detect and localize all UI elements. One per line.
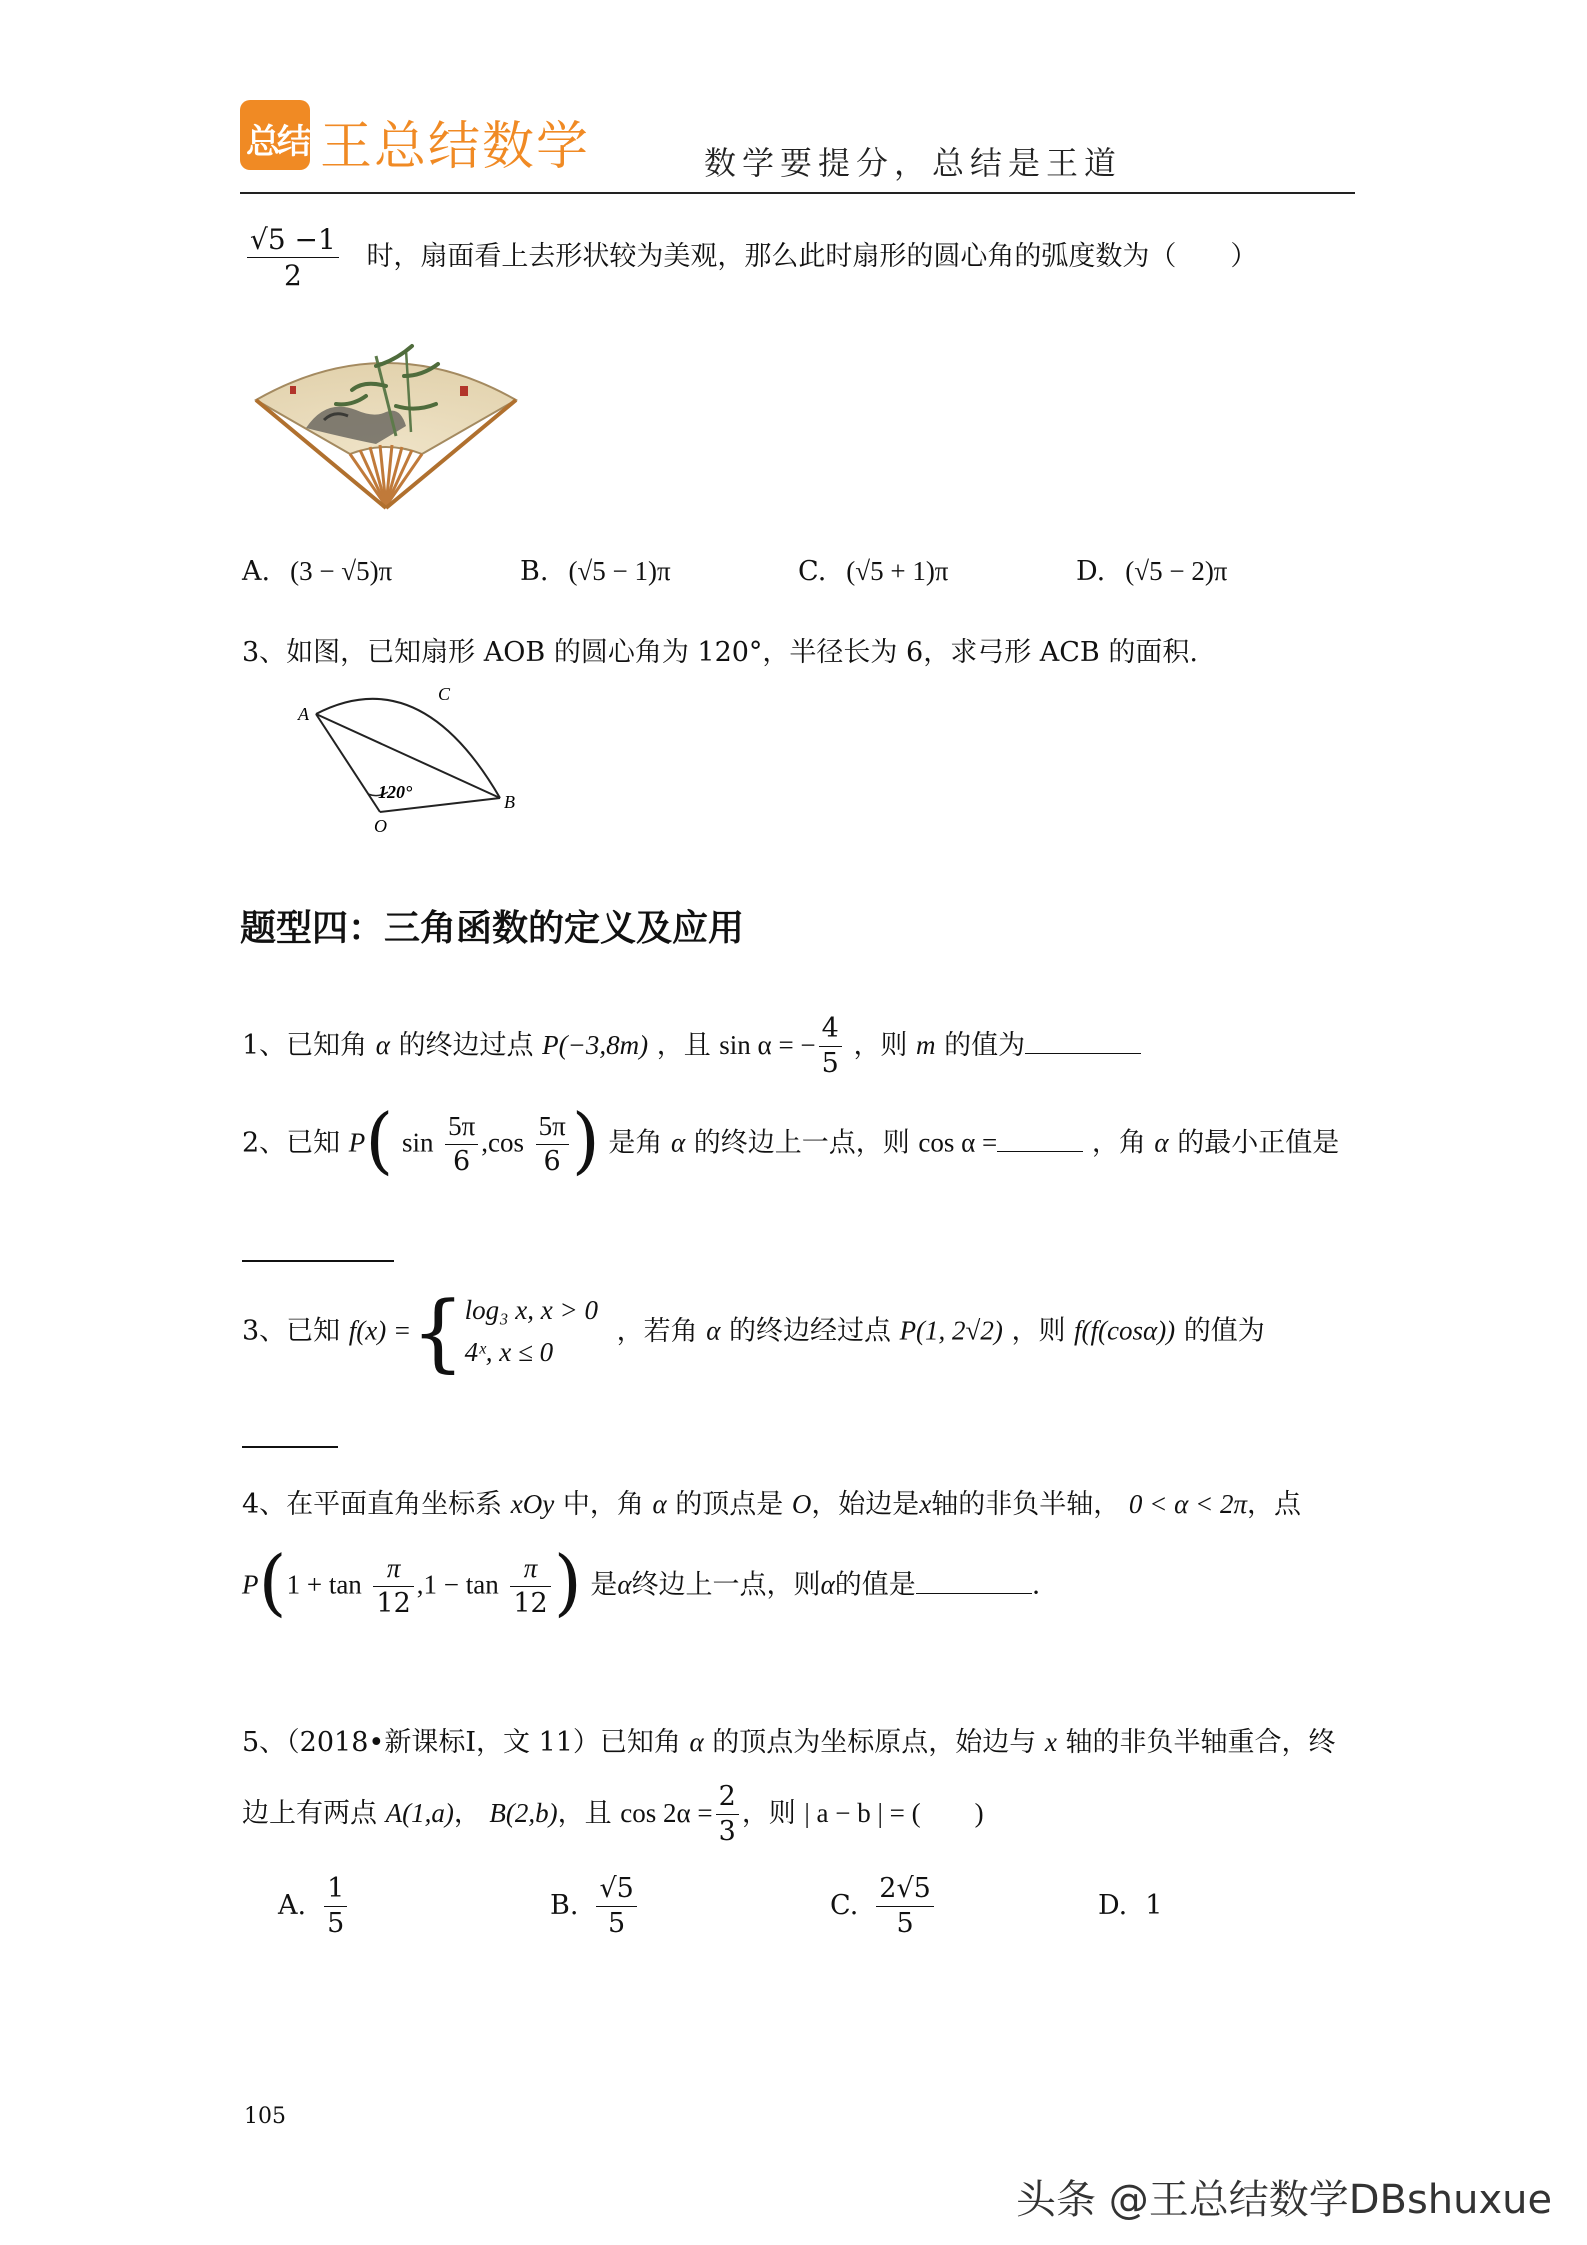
problem-4-line2: P(1 + tan $\frac{\pi}{12}$ ,1 − tan $\frac{\pi}{12}$ ) 是α终边上一点，则α的值是 . <box>242 1540 1041 1624</box>
option-b: B. (√5 − 1)π <box>520 556 671 587</box>
answer-blank <box>242 1260 394 1262</box>
section-title: 题型四：三角函数的定义及应用 <box>240 908 745 949</box>
problem-1: 1、已知角 α 的终边过点 P(−3,8m) ，且 sin α = − $\frac{4}{5}$ ，则 m 的值为 <box>242 1012 1141 1081</box>
sector-figure <box>290 680 530 840</box>
p1-fraction: $\frac{4}{5}$ <box>819 1012 842 1081</box>
label-b: B <box>504 792 515 812</box>
page-number: 105 <box>244 2104 286 2129</box>
logo-icon: 总结 <box>240 100 310 170</box>
label-c: C <box>438 684 451 704</box>
option-c: C. (√5 + 1)π <box>798 556 949 587</box>
answer-blank <box>916 1571 1032 1594</box>
problem-3: 3、已知 f(x) ={ log₃ x, x > 0 4ˣ, x ≤ 0 ，若角 α 的终边经过点 P(1, 2√2) ，则 f(f(cosα)) 的值为 <box>242 1283 1265 1381</box>
answer-blank <box>242 1446 338 1448</box>
logo-text: 王总结数学 <box>320 117 591 177</box>
problem-5-line2: 边上有两点 A(1,a)， B(2,b)，且 cos 2α = $\frac{2}{3}$ ，则 | a − b | = ( ) <box>242 1781 984 1847</box>
p5-option-b: B. $\frac{√5}{5}$ <box>550 1872 640 1941</box>
header-divider <box>240 192 1355 194</box>
p5-option-c: C. $\frac{2√5}{5}$ <box>830 1872 937 1941</box>
slogan: 数学要提分，总结是王道 <box>704 144 1123 182</box>
problem-5-line1: 5、（2018•新课标Ⅰ，文 11）已知角 α 的顶点为坐标原点，始边与 x 轴的非负半轴重合，终 <box>242 1727 1336 1758</box>
fan-image <box>246 336 526 512</box>
p5-option-d: D. 1 <box>1098 1890 1163 1921</box>
option-a: A. (3 − √5)π <box>242 556 393 587</box>
answer-blank <box>1025 1031 1141 1054</box>
q3-sector-text: 3、如图，已知扇形 AOB 的圆心角为 120°，半径长为 6，求弓形 ACB 的面积. <box>242 637 1198 668</box>
q-prev-fraction: $\frac{√5 -1}{2}$ <box>247 222 339 293</box>
label-angle: 120° <box>378 782 413 802</box>
q-prev-text: $\frac{√5 -1}{2}$ 时，扇面看上去形状较为美观，那么此时扇形的圆心角的弧度数为（ ） <box>244 222 1257 293</box>
watermark: 头条 @王总结数学DBshuxue <box>1016 2177 1553 2223</box>
label-o: O <box>374 816 387 836</box>
problem-2: 2、已知 P( sin $\frac{5\pi}{6}$ ,cos $\frac{5\pi}{6}$ ) 是角 α 的终边上一点，则 cos α = ，角 α 的最小正值是 <box>242 1098 1340 1182</box>
p5-option-a: A. $\frac{1}{5}$ <box>278 1872 350 1941</box>
problem-4-line1: 4、在平面直角坐标系 xOy 中，角 α 的顶点是 O，始边是x轴的非负半轴， 0 < α < 2π，点 <box>242 1489 1302 1520</box>
label-a: A <box>298 704 309 724</box>
answer-blank <box>997 1129 1083 1152</box>
option-d: D. (√5 − 2)π <box>1076 556 1228 587</box>
